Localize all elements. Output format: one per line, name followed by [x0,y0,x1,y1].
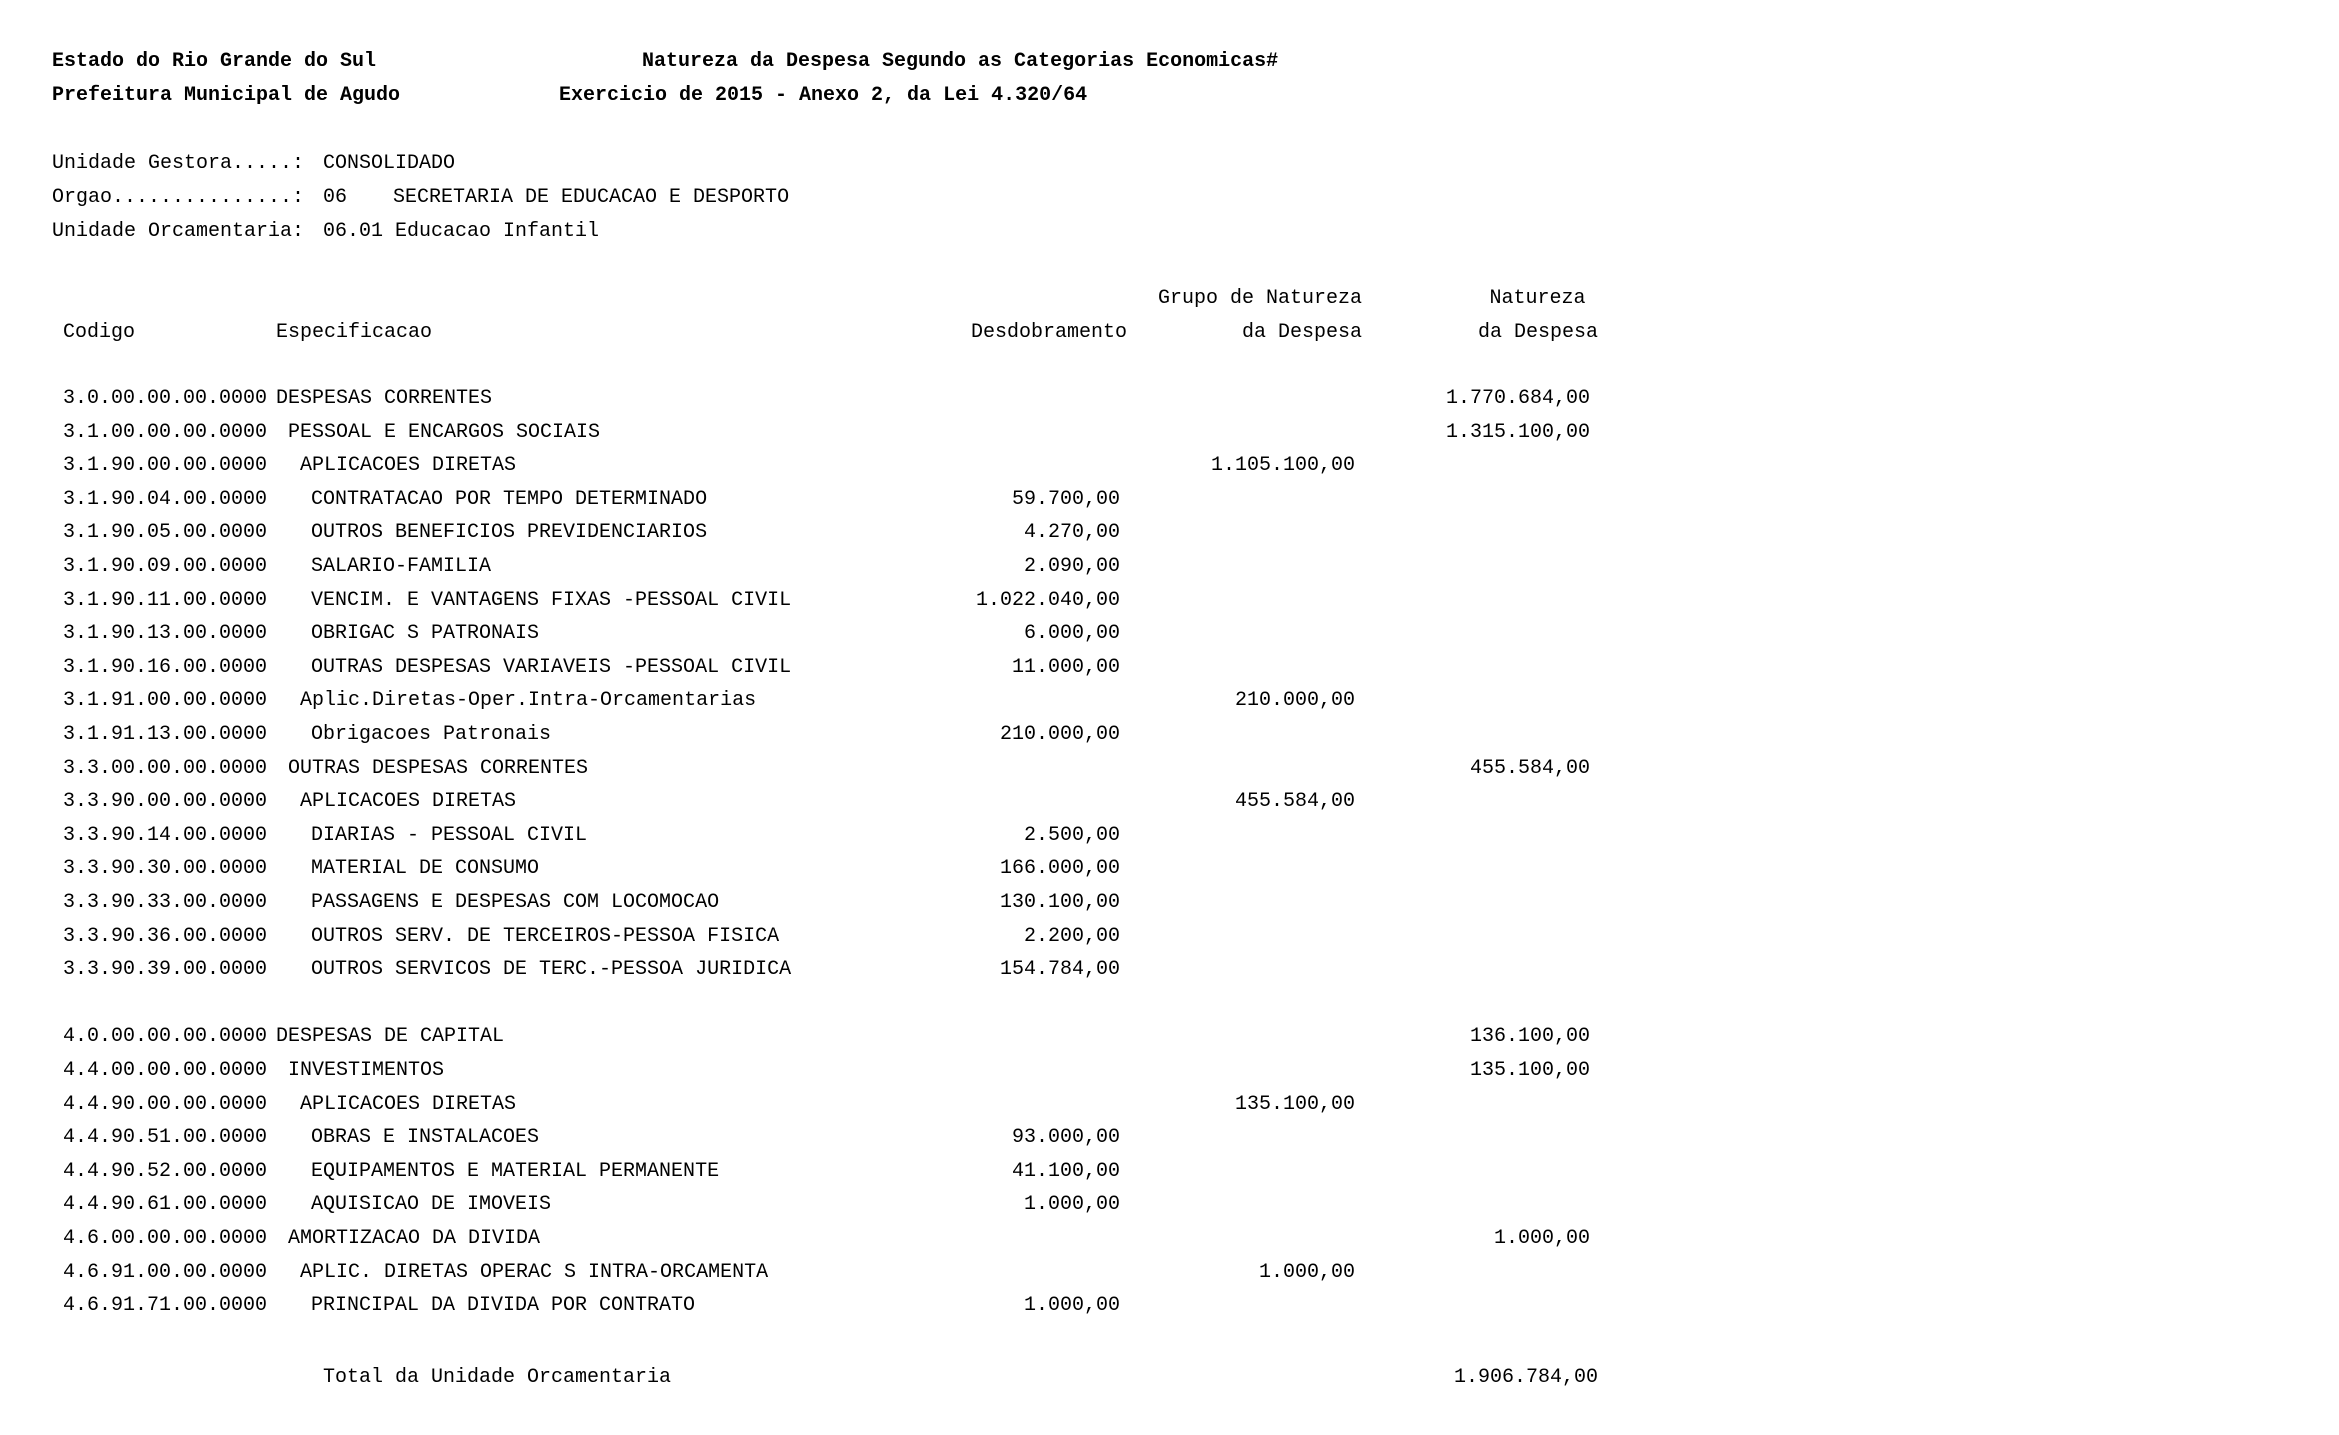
row-description: OUTRAS DESPESAS VARIAVEIS -PESSOAL CIVIL [311,656,792,679]
row-code: 4.4.90.52.00.0000 [63,1160,268,1183]
row-code: 3.0.00.00.00.0000 [63,387,268,410]
row-desdobramento: 2.200,00 [1023,925,1120,948]
row-description: APLICACOES DIRETAS [300,790,517,813]
table-row [0,1261,1600,1285]
table-row [0,1294,1600,1318]
unidade-gestora-value: CONSOLIDADO [323,152,456,175]
row-code: 3.3.00.00.00.0000 [63,757,268,780]
row-description: PRINCIPAL DA DIVIDA POR CONTRATO [311,1294,696,1317]
row-desdobramento: 41.100,00 [1011,1160,1120,1183]
row-code: 3.1.90.04.00.0000 [63,488,268,511]
unidade-gestora-label: Unidade Gestora.....: [52,152,305,175]
table-row [0,622,1600,646]
report-title: Natureza da Despesa Segundo as Categorias Economicas# [642,50,1279,73]
total-label: Total da Unidade Orcamentaria [323,1366,672,1389]
table-row [0,1126,1600,1150]
col-codigo: Codigo [63,321,136,344]
row-description: MATERIAL DE CONSUMO [311,857,540,880]
col-especificacao: Especificacao [276,321,433,344]
state-name: Estado do Rio Grande do Sul [52,50,377,73]
col-desdobramento: Desdobramento [970,321,1127,344]
row-description: PESSOAL E ENCARGOS SOCIAIS [288,421,601,444]
table-row [0,824,1600,848]
row-desdobramento: 130.100,00 [999,891,1120,914]
table-row [0,454,1600,478]
unidade-orcamentaria-value: 06.01 Educacao Infantil [323,220,600,243]
col-natureza-line1: Natureza [1489,287,1586,310]
table-row [0,1059,1600,1083]
row-description: SALARIO-FAMILIA [311,555,492,578]
row-code: 3.1.90.00.00.0000 [63,454,268,477]
table-row [0,1160,1600,1184]
row-code: 4.4.00.00.00.0000 [63,1059,268,1082]
row-grupo-natureza: 1.000,00 [1258,1261,1355,1284]
row-description: APLICACOES DIRETAS [300,454,517,477]
table-row [0,1093,1600,1117]
orgao-name: SECRETARIA DE EDUCACAO E DESPORTO [393,186,790,209]
row-code: 3.1.00.00.00.0000 [63,421,268,444]
row-desdobramento: 166.000,00 [999,857,1120,880]
row-code: 4.4.90.51.00.0000 [63,1126,268,1149]
table-row [0,757,1600,781]
row-description: OUTROS SERVICOS DE TERC.-PESSOA JURIDICA [311,958,792,981]
row-code: 3.1.90.13.00.0000 [63,622,268,645]
table-row [0,1193,1600,1217]
row-desdobramento: 1.000,00 [1023,1193,1120,1216]
row-description: DESPESAS CORRENTES [276,387,493,410]
row-code: 3.1.90.05.00.0000 [63,521,268,544]
row-code: 3.3.90.33.00.0000 [63,891,268,914]
table-row [0,723,1600,747]
row-desdobramento: 210.000,00 [999,723,1120,746]
row-grupo-natureza: 1.105.100,00 [1210,454,1355,477]
row-description: DESPESAS DE CAPITAL [276,1025,505,1048]
table-row [0,925,1600,949]
table-row [0,958,1600,982]
col-grupo-line2: da Despesa [1241,321,1362,344]
row-desdobramento: 1.022.040,00 [975,589,1120,612]
row-desdobramento: 1.000,00 [1023,1294,1120,1317]
row-description: EQUIPAMENTOS E MATERIAL PERMANENTE [311,1160,720,1183]
row-description: Obrigacoes Patronais [311,723,552,746]
row-code: 3.3.90.36.00.0000 [63,925,268,948]
row-code: 3.1.91.00.00.0000 [63,689,268,712]
row-code: 3.1.90.11.00.0000 [63,589,268,612]
table-row [0,555,1600,579]
row-natureza: 1.770.684,00 [1445,387,1590,410]
row-desdobramento: 2.500,00 [1023,824,1120,847]
col-grupo-line1: Grupo de Natureza [1157,287,1362,310]
table-row [0,891,1600,915]
report-subtitle: Exercicio de 2015 - Anexo 2, da Lei 4.320/64 [559,84,1088,107]
row-code: 3.3.90.14.00.0000 [63,824,268,847]
table-row [0,488,1600,512]
table-row [0,790,1600,814]
row-natureza: 455.584,00 [1469,757,1590,780]
row-code: 4.6.91.00.00.0000 [63,1261,268,1284]
table-row [0,689,1600,713]
row-description: OUTRAS DESPESAS CORRENTES [288,757,589,780]
unidade-orcamentaria-label: Unidade Orcamentaria: [52,220,305,243]
table-row [0,589,1600,613]
row-description: OBRIGAC S PATRONAIS [311,622,540,645]
orgao-label: Orgao...............: [52,186,305,209]
row-description: Aplic.Diretas-Oper.Intra-Orcamentarias [300,689,757,712]
row-description: OUTROS BENEFICIOS PREVIDENCIARIOS [311,521,708,544]
row-desdobramento: 154.784,00 [999,958,1120,981]
row-code: 4.0.00.00.00.0000 [63,1025,268,1048]
row-description: APLICACOES DIRETAS [300,1093,517,1116]
row-description: INVESTIMENTOS [288,1059,445,1082]
row-desdobramento: 6.000,00 [1023,622,1120,645]
row-grupo-natureza: 455.584,00 [1234,790,1355,813]
row-natureza: 136.100,00 [1469,1025,1590,1048]
table-row [0,387,1600,411]
row-code: 3.1.91.13.00.0000 [63,723,268,746]
orgao-code: 06 [323,186,348,209]
table-row [0,1227,1600,1251]
row-description: APLIC. DIRETAS OPERAC S INTRA-ORCAMENTA [300,1261,769,1284]
table-row [0,421,1600,445]
total-value: 1.906.784,00 [1453,1366,1598,1389]
table-row [0,857,1600,881]
table-row [0,656,1600,680]
row-desdobramento: 4.270,00 [1023,521,1120,544]
row-desdobramento: 11.000,00 [1011,656,1120,679]
municipality-name: Prefeitura Municipal de Agudo [52,84,401,107]
table-row [0,521,1600,545]
row-desdobramento: 59.700,00 [1011,488,1120,511]
row-code: 3.1.90.09.00.0000 [63,555,268,578]
row-natureza: 135.100,00 [1469,1059,1590,1082]
table-row [0,1025,1600,1049]
row-natureza: 1.315.100,00 [1445,421,1590,444]
row-code: 4.6.91.71.00.0000 [63,1294,268,1317]
row-description: OUTROS SERV. DE TERCEIROS-PESSOA FISICA [311,925,780,948]
row-description: DIARIAS - PESSOAL CIVIL [311,824,588,847]
row-desdobramento: 93.000,00 [1011,1126,1120,1149]
row-code: 4.4.90.61.00.0000 [63,1193,268,1216]
col-natureza-line2: da Despesa [1477,321,1598,344]
row-code: 3.3.90.39.00.0000 [63,958,268,981]
row-code: 4.6.00.00.00.0000 [63,1227,268,1250]
row-description: AMORTIZACAO DA DIVIDA [288,1227,541,1250]
row-code: 3.3.90.30.00.0000 [63,857,268,880]
row-desdobramento: 2.090,00 [1023,555,1120,578]
row-grupo-natureza: 210.000,00 [1234,689,1355,712]
row-grupo-natureza: 135.100,00 [1234,1093,1355,1116]
row-code: 3.3.90.00.00.0000 [63,790,268,813]
row-description: PASSAGENS E DESPESAS COM LOCOMOCAO [311,891,720,914]
row-code: 4.4.90.00.00.0000 [63,1093,268,1116]
row-natureza: 1.000,00 [1493,1227,1590,1250]
row-description: AQUISICAO DE IMOVEIS [311,1193,552,1216]
row-description: CONTRATACAO POR TEMPO DETERMINADO [311,488,708,511]
row-description: VENCIM. E VANTAGENS FIXAS -PESSOAL CIVIL [311,589,792,612]
row-code: 3.1.90.16.00.0000 [63,656,268,679]
row-description: OBRAS E INSTALACOES [311,1126,540,1149]
